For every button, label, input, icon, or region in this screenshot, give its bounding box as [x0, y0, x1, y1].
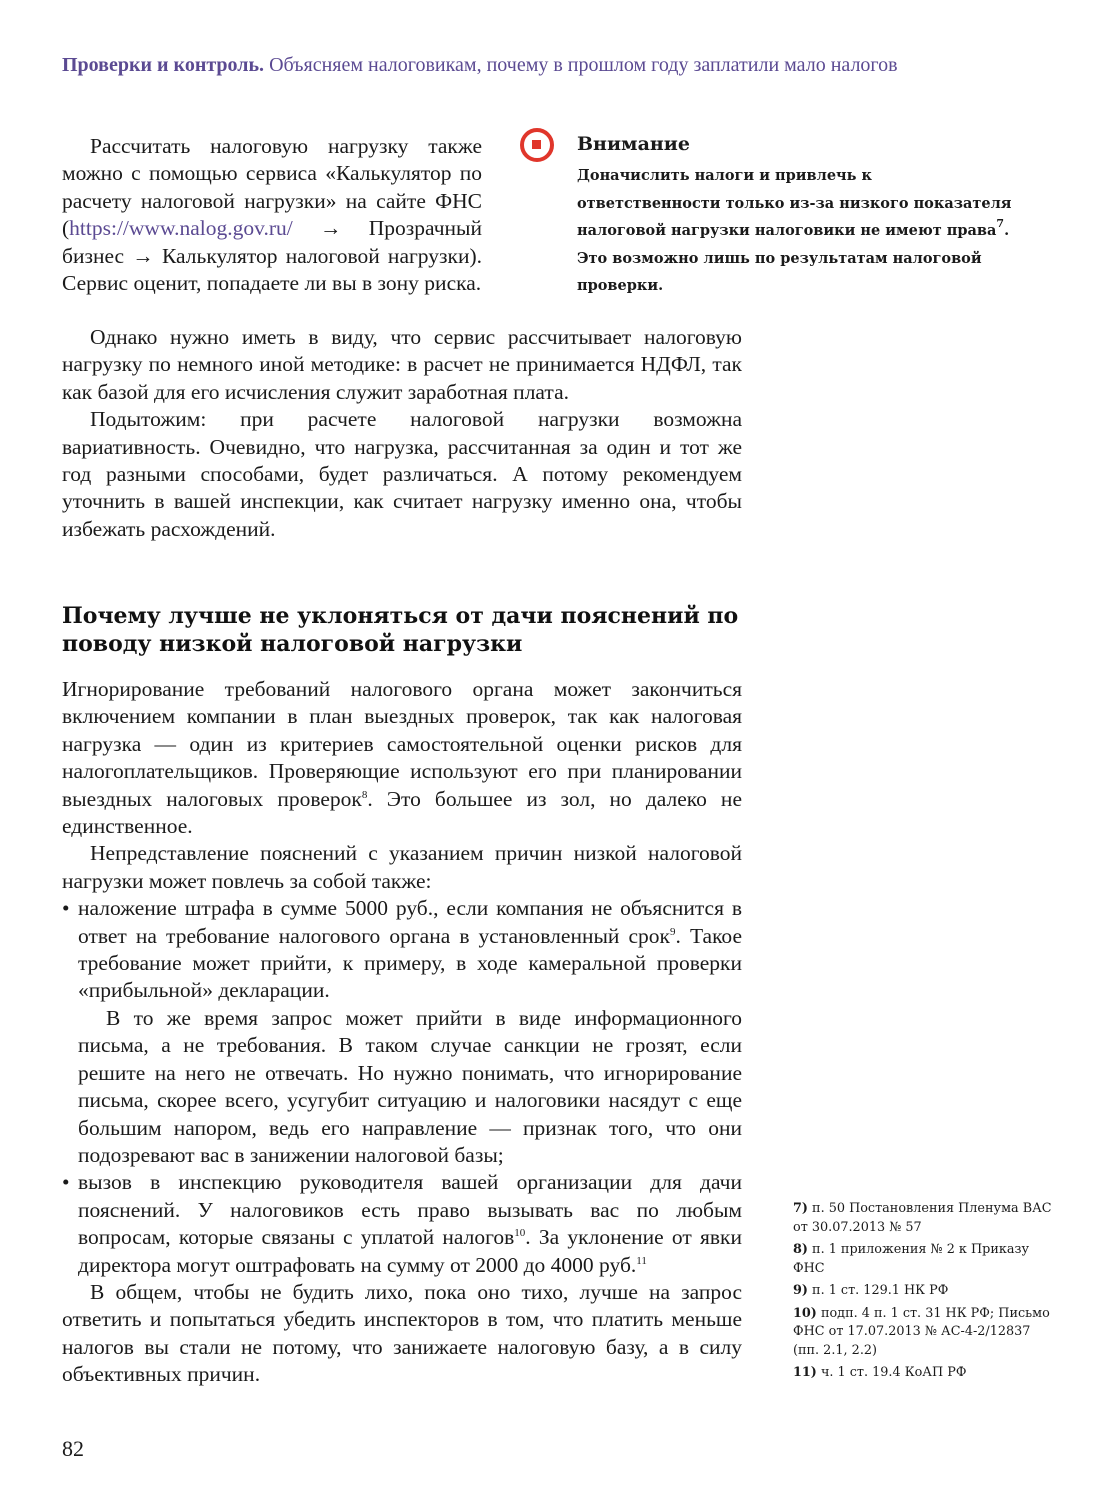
note-title: Внимание [577, 133, 690, 155]
header-section: Проверки и контроль. [62, 54, 265, 76]
note-body [577, 162, 1017, 300]
intro-paragraph-1 [62, 133, 482, 297]
bullet-icon: • [62, 1170, 70, 1195]
footnote-ref[interactable]: 8 [361, 788, 368, 801]
footnote-number: 9) [793, 1283, 808, 1298]
footnote-number: 11) [793, 1365, 817, 1380]
section-paragraph-3: В общем, чтобы не будить лихо, пока оно тихо, лучше на запрос ответить и попытаться убедить инспекторов в том, что платить меньше налогов вы стали не потому, что занижаете налоговую базу, а в силу объективных причин. [62, 1279, 742, 1387]
nalog-link[interactable]: https://www.nalog.gov.ru/ [69, 216, 293, 241]
text: . За уклонение от явки директора могут оштрафовать на сумму от 2000 до 4000 руб. [78, 1225, 742, 1277]
list-item [62, 895, 742, 1005]
section-paragraph-1 [62, 676, 742, 840]
text: наложение штрафа в сумме 5000 руб., если компания не объяснится в ответ на требование налогового органа в установленный срок [78, 896, 742, 948]
header-title: Объясняем налоговикам, почему в прошлом году заплатили мало налогов [269, 54, 898, 76]
stop-icon [520, 128, 554, 162]
footnote-ref[interactable]: 7 [996, 217, 1005, 230]
section-body [62, 676, 742, 1389]
intro-body [62, 324, 742, 543]
section-heading: Почему лучше не уклоняться от дачи пояснений по поводу низкой налоговой нагрузки [62, 603, 739, 657]
list-item-subparagraph: В то же время запрос может прийти в виде информационного письма, а не требования. В таком случае санкции не грозят, если решите на него не отвечать. Но нужно понимать, что игнорирование письма, скорее всего, усугубит ситуацию и налоговики насядут с еще большим напором, ведь его направление — признак того, что они подозревают вас в занижении налоговой базы; [78, 1005, 742, 1167]
intro-text: Рассчитать налоговую нагрузку также можно с помощью сервиса «Калькулятор по расчету налоговой нагрузки» на сайте ФНС ( [62, 134, 482, 241]
footnote [793, 1305, 1053, 1361]
footnote-text: п. 50 Постановления Пленума ВАС от 30.07.2013 № 57 [793, 1201, 1052, 1235]
text: . Это большее из зол, но далеко не единственное. [62, 786, 742, 839]
text: вызов в инспекцию руководителя вашей организации для дачи пояснений. У налоговиков есть право вызывать вас по любым вопросам, которые связаны с уплатой налогов [78, 1170, 742, 1250]
footnote-number: 8) [793, 1242, 808, 1257]
footnote-ref[interactable]: 9 [669, 925, 676, 938]
footnote-ref[interactable]: 11 [636, 1254, 647, 1267]
footnote [793, 1200, 1053, 1237]
intro-text-cont: → Прозрачный бизнес → Калькулятор налоговой нагрузки). Сервис оценит, попадаете ли вы в зону риска. [62, 216, 482, 296]
footnote-text: ч. 1 ст. 19.4 КоАП РФ [820, 1365, 967, 1380]
list-item [62, 1169, 742, 1279]
running-header [62, 54, 898, 77]
bullet-icon: • [62, 896, 70, 921]
intro-paragraph-2: Однако нужно иметь в виду, что сервис рассчитывает налоговую нагрузку по немного иной методике: в расчет не принимается НДФЛ, так как базой для его исчисления служит заработная плата. [62, 325, 742, 404]
footnote [793, 1364, 1053, 1383]
footnote-number: 10) [793, 1305, 817, 1321]
note-text-cont: . Это возможно лишь по результатам налоговой проверки. [577, 222, 1010, 294]
footnote-text: подп. 4 п. 1 ст. 31 НК РФ; Письмо ФНС от 17.07.2013 № АС-4-2/12837 (пп. 2.1, 2.2) [793, 1305, 1050, 1358]
note-text: Доначислить налоги и привлечь к ответственности только из-за низкого показателя налоговой нагрузки налоговики не имеют права [577, 167, 1012, 239]
footnote [793, 1241, 1053, 1278]
footnote-text: п. 1 приложения № 2 к Приказу ФНС [793, 1242, 1030, 1276]
text: Игнорирование требований налогового органа может закончиться включением компании в план выездных проверок, так как налоговая нагрузка — один из критериев самостоятельной оценки рисков для налогоплательщиков. Проверяющие используют его при планировании выездных налоговых проверок [62, 677, 742, 811]
page-number: 82 [62, 1436, 84, 1461]
footnote-ref[interactable]: 10 [514, 1227, 526, 1240]
footnote [793, 1282, 1053, 1301]
intro-paragraph-3: Подытожим: при расчете налоговой нагрузки возможна вариативность. Очевидно, что нагрузка, рассчитанная за один и тот же год разными способами, будет различаться. А потому рекомендуем уточнить в вашей инспекции, как считает нагрузку именно она, чтобы избежать расхождений. [62, 407, 742, 541]
footnote-number: 7) [793, 1201, 808, 1216]
section-paragraph-2: Непредставление пояснений с указанием причин низкой налоговой нагрузки может повлечь за собой также: [62, 841, 742, 893]
footnote-text: п. 1 ст. 129.1 НК РФ [812, 1283, 949, 1298]
footnotes [793, 1200, 1053, 1387]
text: . Такое требование может прийти, к примеру, в ходе камеральной проверки «прибыльной» декларации. [78, 923, 742, 1003]
